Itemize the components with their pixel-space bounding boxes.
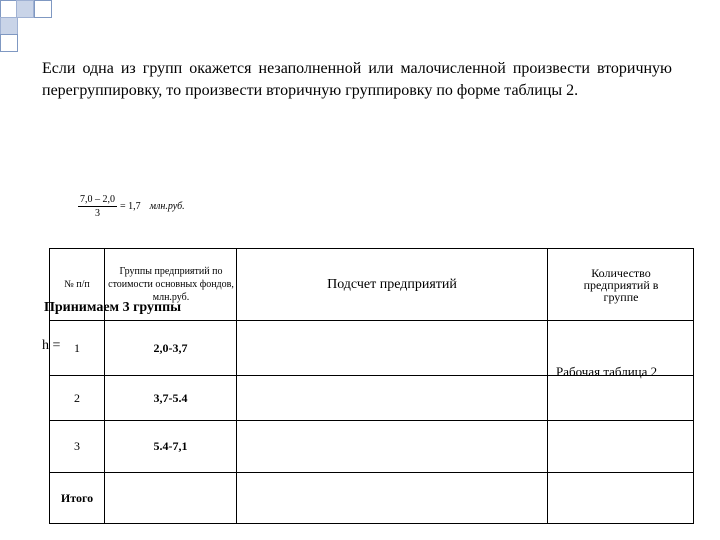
row3-num: 3 [74,439,80,453]
formula-denominator: 3 [95,207,100,219]
decorative-square-2 [16,0,34,18]
header-num: № п/п [64,279,90,290]
table-col-3 [547,248,548,524]
row1-range: 2,0-3,7 [153,340,188,355]
formula-result: = 1,7 [120,200,141,212]
row2-num: 2 [74,390,80,405]
header-qty: Количество предприятий в группе [583,265,659,304]
table-line-row3 [50,472,694,473]
table-line-bottom [50,523,694,524]
formula-numerator: 7,0 – 2,0 [80,193,115,205]
intro-paragraph: Если одна из групп окажется незаполненной или малочисленной произвести вторичную перегруппировку, то произвести вторичную группировку по форме таблицы 2. [42,60,672,99]
interval-formula [78,190,185,222]
total-label: Итого [60,490,94,505]
decorative-square-5 [0,34,18,52]
formula-fraction [78,194,117,219]
header-count: Подсчет предприятий [327,276,457,292]
table-col-right [693,248,694,524]
row1-num: 1 [74,340,80,355]
table-caption: Рабочая таблица 2 [556,364,658,379]
accept-groups-text: Принимаем 3 группы [44,300,182,315]
row2-range: 3,7-5.4 [153,390,188,405]
row3-range: 5.4-7,1 [153,439,188,453]
formula-unit: млн.руб. [149,200,185,212]
interval-h-label: h = [42,338,61,353]
decorative-square-3 [34,0,52,18]
header-groups: Группы предприятий по стоимости основных фондов, млн.руб. [108,266,234,303]
decorative-square-4 [0,17,18,35]
